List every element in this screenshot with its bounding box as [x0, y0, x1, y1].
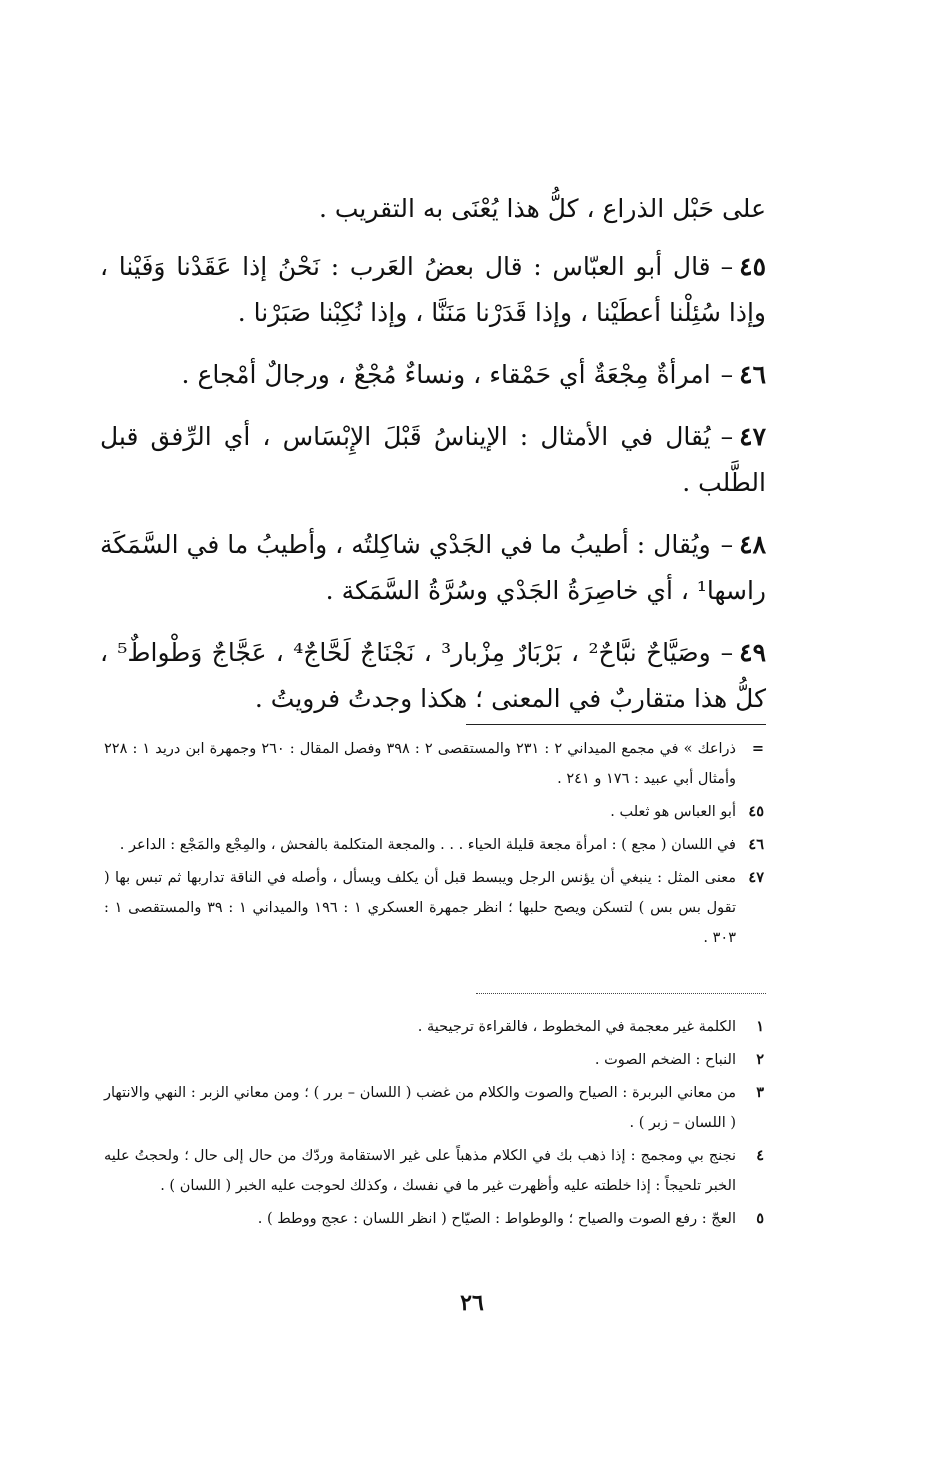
footnote-46 [104, 830, 764, 860]
entry-dash: – [720, 638, 734, 667]
entry-dash: – [720, 360, 734, 389]
intro-paragraph: على حَبْل الذراع ، كلُّ هذا يُعْنَى به التقريب . [318, 194, 766, 223]
footnote-text: الكلمة غير معجمة في المخطوط ، فالقراءة ترجيحية . [417, 1019, 736, 1035]
footnote-text: من معاني البربرة : الصياح والصوت والكلام من غضب ( اللسان – برر ) ؛ ومن معاني الزبر : النهي والانتهار ( اللسان – زبر ) . [104, 1085, 736, 1131]
page-number: ٢٦ [460, 1290, 484, 1316]
footnote-45 [104, 797, 764, 827]
entry-dash: – [720, 422, 734, 451]
footnote-text: أبو العباس هو ثعلب . [610, 804, 736, 820]
footnote-mark: ١ [756, 1018, 764, 1035]
entry-text: يُقال في الأمثال : الإيناسُ قَبْلَ الإِبْسَاس ، أي الرِّفق قبل الطَّلب . [100, 422, 766, 497]
entry-45 [100, 244, 766, 336]
footnote-mark: ٥ [756, 1210, 764, 1227]
entry-46 [100, 352, 766, 398]
footnote-mark: ٢ [756, 1051, 764, 1068]
entry-number: ٤٧ [739, 422, 766, 451]
entry-text: امرأةٌ مِجْعَةٌ أي حَمْقاء ، ونساءٌ مُجْعٌ ، ورجالٌ أمْجاع . [181, 360, 711, 389]
footnote-2 [104, 1045, 764, 1075]
footnote-1 [104, 1012, 764, 1042]
footnote-text: في اللسان ( مجع ) : امرأة مجعة قليلة الحياء . . . والمجعة المتكلمة بالفحش ، والمِجْع والمَجْع : الداعر . [119, 837, 736, 853]
main-text [100, 186, 766, 738]
footnote-text: ذراعك » في مجمع الميداني ٢ : ٢٣١ والمستقصى ٢ : ٣٩٨ وفصل المقال : ٢٦٠ وجمهرة ابن دريد ١ : ٢٢٨ وأمثال أبي عبيد : ١٧٦ و ٢٤١ . [104, 741, 736, 787]
footnote-3 [104, 1078, 764, 1138]
entry-48 [100, 522, 766, 614]
footnote-5 [104, 1204, 764, 1234]
footnote-mark: ٤٥ [748, 803, 764, 820]
footnote-47 [104, 863, 764, 953]
footnote-text: معنى المثل : ينبغي أن يؤنس الرجل ويبسط قبل أن يكلف ويسأل ، وأصله في الناقة تداربها ثم تبس بها ( تقول بس بس ) لتسكن ويصح حلبها ؛ انظر جمهرة العسكري ١ : ١٩٦ والميداني ١ : ٣٩ والمستقصى ١ : ٣٠٣ . [104, 870, 737, 946]
footnote-mark: ٣ [756, 1084, 764, 1101]
footnote-continuation [104, 734, 764, 794]
footnote-text: النباح : الضخم الصوت . [594, 1052, 736, 1068]
footnote-mark: ٤ [756, 1147, 764, 1164]
entry-49 [100, 630, 766, 722]
footnote-text: العجّ : رفع الصوت والصياح ؛ والوطواط : الصيّاح ( انظر اللسان : عجج ووطط ) . [257, 1211, 736, 1227]
entry-number: ٤٦ [739, 360, 766, 389]
footnote-dotted-separator [476, 993, 766, 994]
numbered-footnotes [104, 1012, 764, 1237]
entry-dash: – [720, 252, 734, 281]
entry-text: قال أبو العبّاس : قال بعضُ العَرب : نَحْنُ إذا عَقَدْنا وَفَيْنا ، وإذا سُئِلْنا أعطَيْنا ، وإذا قَدَرْنا مَنَنَّا ، وإذا نُكِبْنا صَبَرْنا . [100, 252, 766, 327]
footnote-mark: = [751, 740, 764, 757]
footnote-text: نجنج بي ومجمج : إذا ذهب بك في الكلام مذهباً على غير الاستقامة وردّك من حال إلى حال ؛ ولحجتُ عليه الخبر تلحيجاً : إذا خلطته عليه وأظهرت غير ما في نفسك ، وكذلك لحوجت عليه الخبر ( اللسان ) . [104, 1148, 736, 1194]
entry-number: ٤٥ [739, 252, 766, 281]
entry-text: وصَيَّاحٌ نبَّاحٌ² ، بَرْبَارٌ مِزْبار³ ، نَجْنَاجٌ لَحَّاجٌ⁴ ، عَجَّاجٌ وَطْواطٌ⁵ ، كلُّ هذا متقاربٌ في المعنى ؛ هكذا وجدتُ فرويتُ . [100, 638, 766, 713]
entry-47 [100, 414, 766, 506]
entry-number: ٤٩ [739, 638, 766, 667]
footnote-separator [466, 724, 766, 725]
entry-dash: – [720, 530, 734, 559]
footnote-mark: ٤٦ [748, 836, 764, 853]
footnote-mark: ٤٧ [748, 869, 764, 886]
entry-text: ويُقال : أطيبُ ما في الجَدْي شاكِلتُه ، وأطيبُ ما في السَّمَكَة راسها¹ ، أي خاصِرَةُ الجَدْي وسُرَّةُ السَّمَكة . [100, 530, 766, 605]
footnote-4 [104, 1141, 764, 1201]
entry-footnotes [104, 734, 764, 956]
entry-number: ٤٨ [739, 530, 766, 559]
